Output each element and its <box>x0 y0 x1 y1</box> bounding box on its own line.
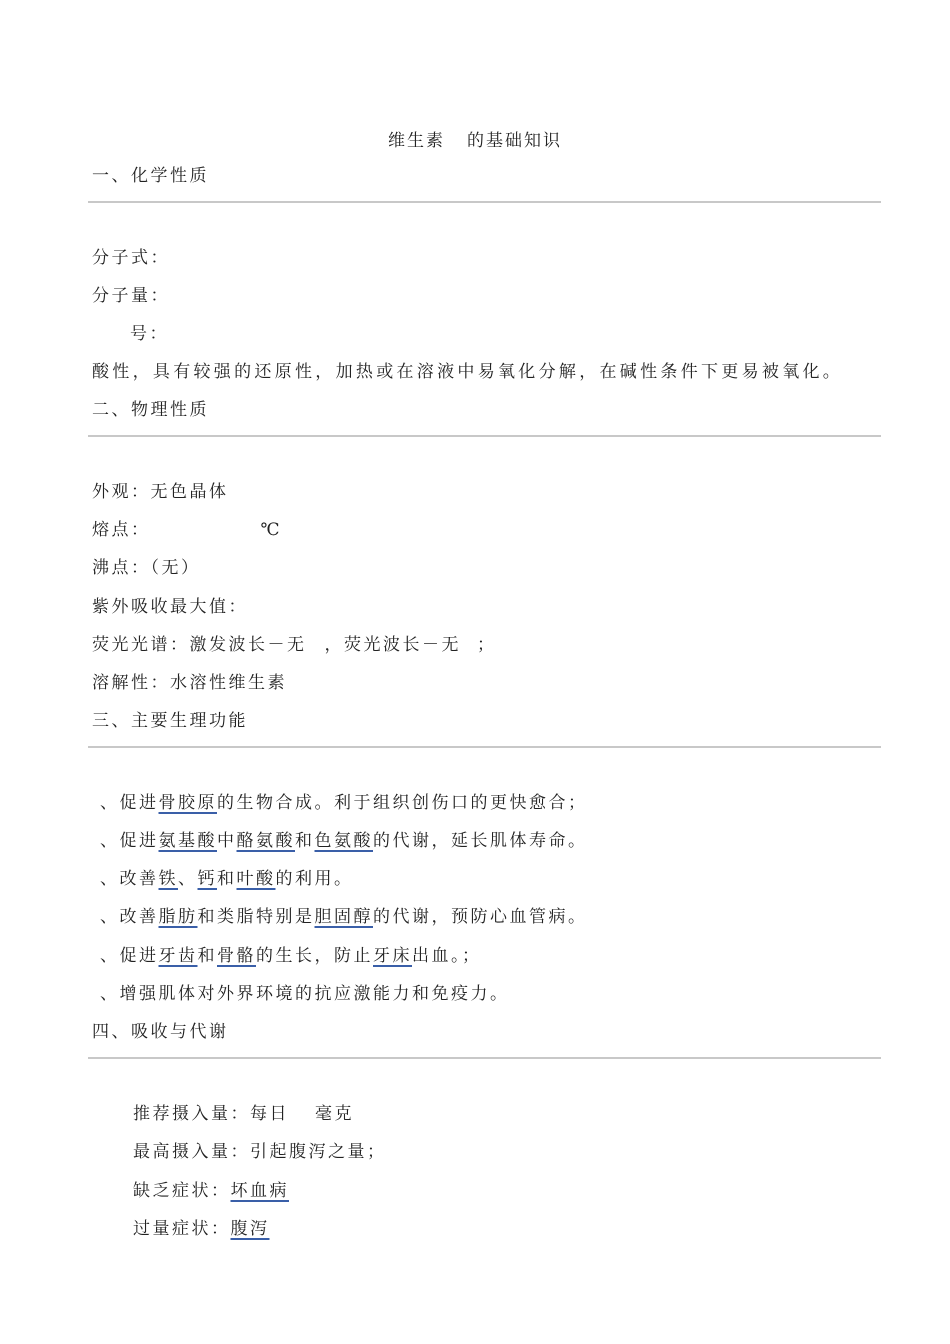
item-text: 、促进 <box>100 831 159 851</box>
item-text: 和 <box>295 831 315 851</box>
function-item-5 <box>100 945 482 967</box>
melting-point-row <box>92 519 282 541</box>
item-text: 、改善 <box>100 869 159 889</box>
excitation-wavelength: 荧光光谱：激发波长－无 <box>92 635 307 655</box>
function-item-3 <box>100 868 354 890</box>
function-item-6: 、增强肌体对外界环境的抗应激能力和免疫力。 <box>100 984 510 1004</box>
term-link: 色氨酸 <box>314 831 373 851</box>
item-text: 、改善 <box>100 907 159 927</box>
recommended-intake-row <box>133 1103 354 1125</box>
overdose-value: 腹泻 <box>230 1219 270 1239</box>
chemical-description: 酸性，具有较强的还原性，加热或在溶液中易氧化分解，在碱性条件下更易被氧化。 <box>92 362 844 382</box>
section-heading-physical: 二、物理性质 <box>92 400 209 420</box>
page-title <box>0 126 950 151</box>
item-text: 的生长，防止 <box>256 946 373 966</box>
emission-wavelength: ，荧光波长－无 <box>324 635 461 655</box>
item-text: 出血。； <box>412 946 482 966</box>
fluorescence-end: ； <box>477 635 497 655</box>
max-intake-text: 最高摄入量：引起腹泻之量； <box>133 1142 387 1162</box>
section-divider <box>88 435 881 437</box>
solubility-text: 溶解性：水溶性维生素 <box>92 673 287 693</box>
recommended-intake-label: 推荐摄入量：每日 <box>133 1104 289 1124</box>
item-text: 的利用。 <box>275 869 354 889</box>
overdose-label: 过量症状： <box>133 1219 231 1239</box>
section-divider <box>88 201 881 203</box>
title-part-a: 维生素 <box>388 131 445 151</box>
function-item-2 <box>100 830 588 852</box>
term-link: 骨胶原 <box>158 793 217 813</box>
term-link: 铁 <box>158 869 178 889</box>
item-text: 的代谢，预防心血管病。 <box>373 907 588 927</box>
term-link: 牙齿 <box>158 946 198 966</box>
boiling-point-text: 沸点：（无） <box>92 558 201 578</box>
item-text: 和 <box>197 946 217 966</box>
molecular-formula-label: 分子式： <box>92 248 170 268</box>
section-heading-absorption: 四、吸收与代谢 <box>92 1022 229 1042</box>
item-text: 的生物合成。利于组织创伤口的更快愈合； <box>217 793 588 813</box>
uv-absorption-label: 紫外吸收最大值： <box>92 597 248 617</box>
recommended-intake-unit: 毫克 <box>315 1104 354 1124</box>
item-text: 和类脂特别是 <box>197 907 315 927</box>
term-link: 胆固醇 <box>314 907 373 927</box>
function-item-1 <box>100 792 588 814</box>
appearance-text: 外观：无色晶体 <box>92 482 229 502</box>
term-link: 牙床 <box>373 946 412 966</box>
item-text: 、 <box>178 869 198 889</box>
term-link: 酪氨酸 <box>236 831 295 851</box>
term-link: 氨基酸 <box>158 831 217 851</box>
function-item-4 <box>100 906 588 928</box>
deficiency-row <box>133 1180 289 1202</box>
section-heading-chemical: 一、化学性质 <box>92 166 209 186</box>
fluorescence-row <box>92 634 497 656</box>
deficiency-value: 坏血病 <box>230 1181 289 1201</box>
title-part-b: 的基础知识 <box>467 131 562 151</box>
overdose-row <box>133 1218 270 1240</box>
melting-point-unit: ℃ <box>260 520 283 540</box>
item-text: 、促进 <box>100 946 159 966</box>
item-text: 中 <box>217 831 237 851</box>
term-link: 叶酸 <box>236 869 276 889</box>
term-link: 钙 <box>197 869 217 889</box>
section-heading-function: 三、主要生理功能 <box>92 711 248 731</box>
item-text: 的代谢，延长肌体寿命。 <box>373 831 588 851</box>
term-link: 骨骼 <box>217 946 256 966</box>
section-divider <box>88 746 881 748</box>
molecular-mass-label: 分子量： <box>92 286 170 306</box>
number-label: 号： <box>130 324 169 344</box>
section-divider <box>88 1057 881 1059</box>
item-text: 、促进 <box>100 793 159 813</box>
item-text: 和 <box>217 869 237 889</box>
deficiency-label: 缺乏症状： <box>133 1181 231 1201</box>
melting-point-label: 熔点： <box>92 520 151 540</box>
term-link: 脂肪 <box>158 907 198 927</box>
